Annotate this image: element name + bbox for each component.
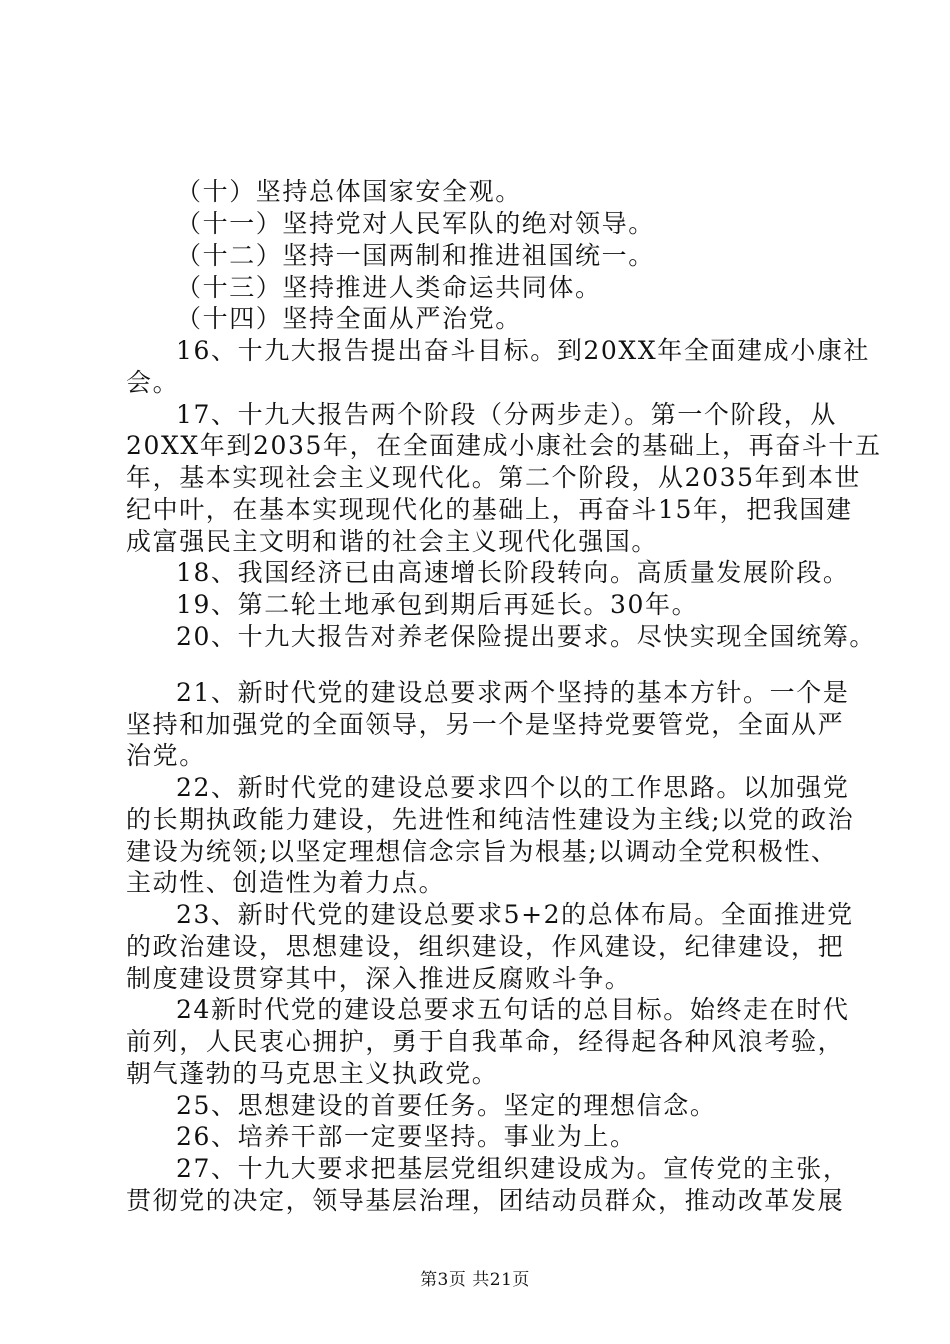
text-line: （十四）坚持全面从严治党。	[176, 304, 522, 333]
text-line: 25、思想建设的首要任务。坚定的理想信念。	[176, 1091, 717, 1120]
text-line: 的长期执政能力建设，先进性和纯洁性建设为主线;以党的政治	[126, 805, 855, 834]
text-line: 年，基本实现社会主义现代化。第二个阶段，从2035年到本世	[126, 463, 862, 492]
text-line: 主动性、创造性为着力点。	[126, 868, 446, 897]
text-line: （十一）坚持党对人民军队的绝对领导。	[176, 209, 655, 238]
text-line: 17、十九大报告两个阶段（分两步走）。第一个阶段，从	[176, 400, 837, 429]
text-line: 23、新时代党的建设总要求5+2的总体布局。全面推进党	[176, 900, 854, 929]
text-line: 朝气蓬勃的马克思主义执政党。	[126, 1059, 499, 1088]
text-line: 制度建设贯穿其中，深入推进反腐败斗争。	[126, 964, 632, 993]
text-line: 22、新时代党的建设总要求四个以的工作思路。以加强党	[176, 773, 850, 802]
text-line: 治党。	[126, 741, 206, 770]
page-footer: 第3页 共21页	[420, 1270, 530, 1290]
text-line: 19、第二轮土地承包到期后再延长。30年。	[176, 590, 699, 619]
text-line: 会。	[126, 368, 180, 397]
text-line: 的政治建设，思想建设，组织建设，作风建设，纪律建设，把	[126, 932, 845, 961]
text-line: 20XX年到2035年，在全面建成小康社会的基础上，再奋斗十五	[126, 431, 882, 460]
text-line: 成富强民主文明和谐的社会主义现代化强国。	[126, 527, 659, 556]
text-line: 贯彻党的决定，领导基层治理，团结动员群众，推动改革发展	[126, 1186, 845, 1215]
text-line: 20、十九大报告对养老保险提出要求。尽快实现全国统筹。	[176, 622, 877, 651]
text-line: 26、培养干部一定要坚持。事业为上。	[176, 1122, 637, 1151]
text-line: （十）坚持总体国家安全观。	[176, 177, 522, 206]
text-line: 18、我国经济已由高速增长阶段转向。高质量发展阶段。	[176, 558, 850, 587]
text-line: 前列，人民衷心拥护，勇于自我革命，经得起各种风浪考验，	[126, 1027, 845, 1056]
text-line: （十二）坚持一国两制和推进祖国统一。	[176, 241, 655, 270]
text-line: 坚持和加强党的全面领导，另一个是坚持党要管党，全面从严	[126, 710, 845, 739]
text-line: （十三）坚持推进人类命运共同体。	[176, 273, 602, 302]
text-line: 纪中叶，在基本实现现代化的基础上，再奋斗15年，把我国建	[126, 495, 853, 524]
text-line: 24新时代党的建设总要求五句话的总目标。始终走在时代	[176, 995, 850, 1024]
text-line: 16、十九大报告提出奋斗目标。到20XX年全面建成小康社	[176, 336, 871, 365]
text-line: 建设为统领;以坚定理想信念宗旨为根基;以调动全党积极性、	[126, 837, 838, 866]
text-line: 27、十九大要求把基层党组织建设成为。宣传党的主张，	[176, 1154, 850, 1183]
text-line: 21、新时代党的建设总要求两个坚持的基本方针。一个是	[176, 678, 850, 707]
